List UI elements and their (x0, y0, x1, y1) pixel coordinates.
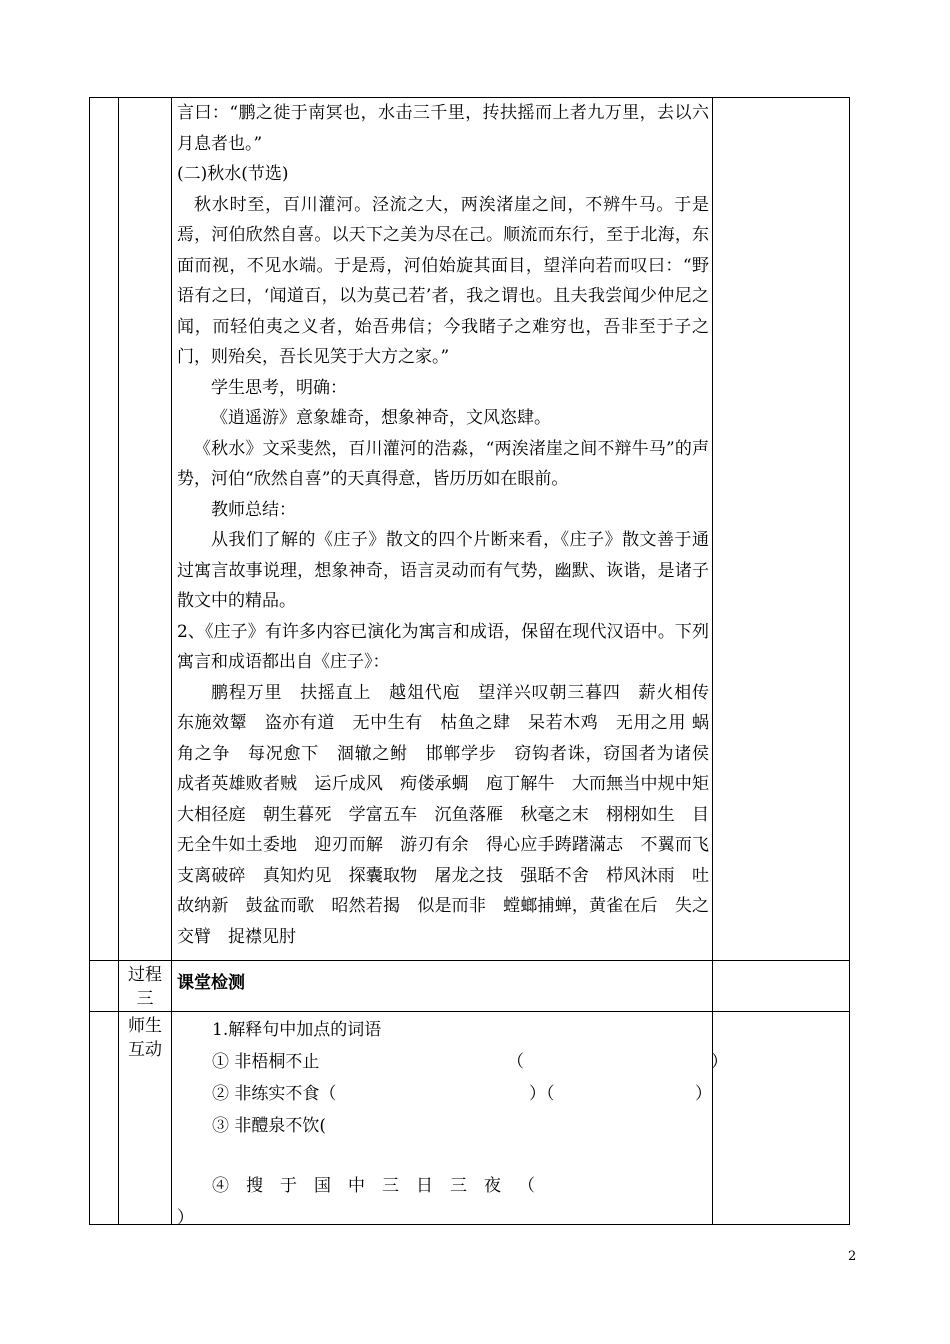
notes-cell (713, 98, 850, 961)
answer-blank-2b[interactable]: ） (695, 1084, 712, 1104)
answer-blank-1[interactable]: （ ） (507, 1052, 728, 1072)
passage-line: 教师总结： (211, 499, 296, 520)
passage-line: 《逍遥游》意象雄奇，想象神奇，文风恣肆。 (211, 408, 551, 428)
question-4-close: ） (177, 1208, 194, 1228)
passage-line: 学生思考，明确： (211, 377, 347, 398)
question-2-text: ② 非练实不食（ (212, 1084, 337, 1104)
passage-text (172, 98, 726, 960)
exercise-block (172, 1012, 728, 1228)
section3-label: 过程三 (128, 965, 162, 1009)
question-4 (177, 1170, 706, 1202)
passage-line: 《秋水》文采斐然，百川灌河的浩淼，“两涘渚崖之间不辩牛马”的声势，河伯“欣然自喜”的天真得意，皆历历如在眼前。 (177, 438, 709, 489)
answer-blank-2a[interactable]: ）（ (529, 1084, 555, 1104)
question-1-text: ① 非梧桐不止 (212, 1052, 320, 1072)
passage-line: 言曰：“鹏之徙于南冥也，水击三千里，抟扶摇而上者九万里，去以六月息者也。” (177, 103, 709, 154)
question-3-text[interactable]: ③ 非醴泉不饮( (212, 1116, 327, 1136)
idiom-list: 鹏程万里 扶摇直上 越俎代庖 望洋兴叹朝三暮四 薪火相传 东施效颦 盗亦有道 无中生有 枯鱼之肆 呆若木鸡 无用之用 蜗角之争 每况愈下 涸辙之鲋 邯郸学步 窃钩者诛，窃国者为诸侯 成者英雄败者贼 运斤成风 痀偻承蜩 庖丁解牛 大而無当中规中矩 大相径庭 朝生暮死 学富五车 沉鱼落雁 秋毫之末 栩栩如生 目无全牛如土委地 迎刃而解 游刃有余 得心应手踌躇滿志 不翼而飞 支离破碎 真知灼见 探囊取物 屠龙之技 强聒不舍 栉风沐雨 吐故纳新 鼓盆而歌 昭然若揭 似是而非 螳螂捕蝉，黄雀在后 失之交臂 捉襟见肘 (177, 682, 726, 947)
question-3 (177, 1110, 706, 1142)
lesson-table (89, 97, 850, 1228)
passage-line: 从我们了解的《庄子》散文的四个片断来看，《庄子》散文善于通过寓言故事说理，想象神奇，语言灵动而有气势，幽默、诙谐，是诸子散文中的精品。 (177, 530, 709, 611)
interaction-row (90, 1012, 850, 1225)
left-margin-cell (90, 98, 119, 961)
section3-row (90, 961, 850, 1012)
label-cell-empty (119, 98, 172, 961)
section3-heading: 课堂检测 (177, 973, 245, 993)
passage-cell (172, 98, 726, 961)
question-2 (177, 1078, 712, 1110)
passage-line: 2、《庄子》有许多内容已演化为寓言和成语，保留在现代汉语中。下列寓言和成语都出自《庄子》： (177, 621, 709, 672)
question-1 (177, 1046, 728, 1078)
question-title: 1.解释句中加点的词语 (212, 1020, 382, 1040)
passage-subtitle: (二)秋水(节选) (177, 164, 289, 184)
page-number: 2 (848, 1249, 857, 1264)
question-4-text[interactable]: ④搜于国中三日三夜（ (212, 1176, 552, 1196)
interaction-label: 师生互动 (128, 1016, 162, 1060)
passage-line: 秋水时至，百川灌河。泾流之大，两涘渚崖之间，不辨牛马。于是焉，河伯欣然自喜。以天下之美为尽在己。顺流而东行，至于北海，东面而视，不见水端。于是焉，河伯始旋其面目，望洋向若而叹曰：“野语有之曰，‘闻道百，以为莫己若’者，我之谓也。且夫我尝闻少仲尼之闻，而轻伯夷之义者，始吾弗信；今我睹子之难穷也，吾非至于子之门，则殆矣，吾长见笑于大方之家。” (177, 194, 709, 367)
passage-row (90, 98, 850, 961)
